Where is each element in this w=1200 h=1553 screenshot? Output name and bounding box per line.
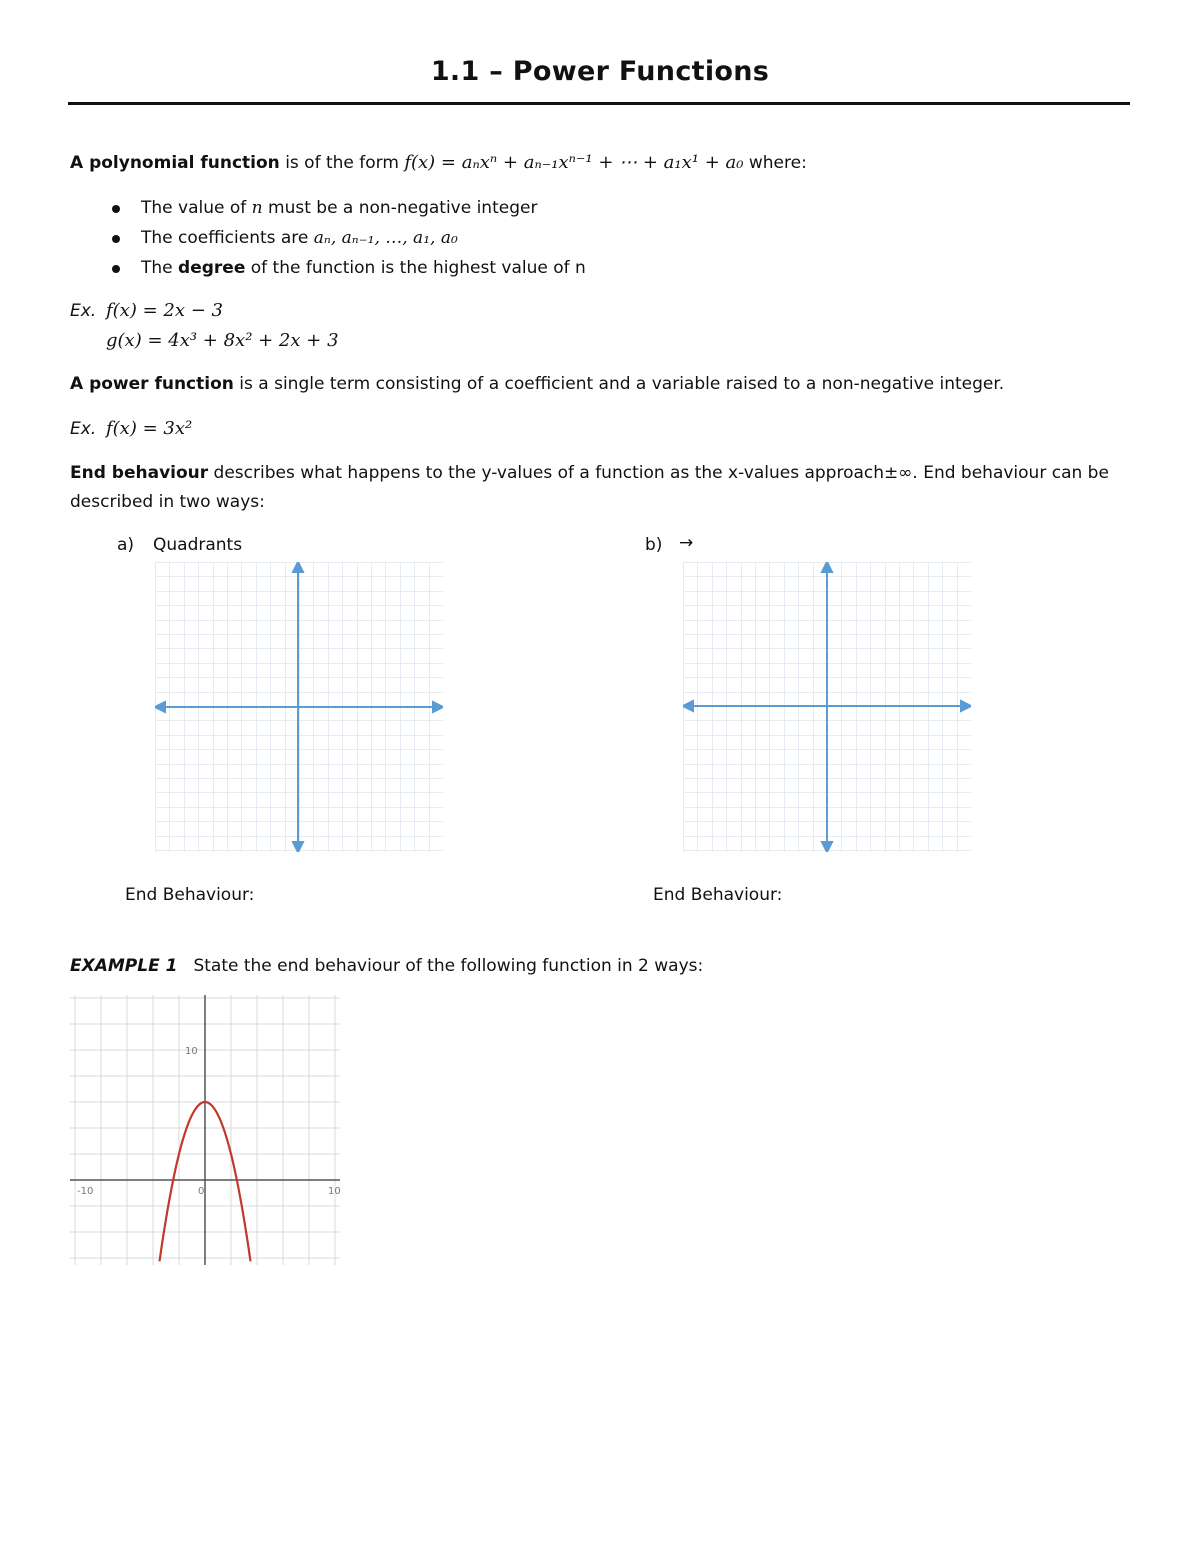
title-divider bbox=[68, 102, 1130, 105]
x-axis-left-arrow bbox=[683, 701, 693, 711]
x-tick-label: 0 bbox=[198, 1186, 205, 1197]
polynomial-lead-text: is of the form bbox=[279, 153, 405, 173]
end-behaviour-definition bbox=[70, 463, 1109, 483]
bullet-marker bbox=[112, 205, 120, 213]
example-g: g(x) = 4x³ + 8x² + 2x + 3 bbox=[106, 330, 339, 351]
y-axis-up-arrow bbox=[293, 562, 303, 572]
bullet-item-degree bbox=[141, 258, 586, 278]
bullet-marker bbox=[112, 265, 120, 273]
degree-term: degree bbox=[178, 258, 246, 278]
x-axis-left-arrow bbox=[155, 702, 165, 712]
quadrant-grid-a bbox=[155, 562, 443, 852]
polynomial-formula: f(x) = aₙxⁿ + aₙ₋₁xⁿ⁻¹ + ⋯ + a₁x¹ + a₀ bbox=[404, 152, 744, 173]
x-tick-label: 10 bbox=[328, 1186, 340, 1197]
bullet3-pre: The bbox=[141, 258, 179, 278]
bullet1-post: must be a non-negative integer bbox=[262, 198, 538, 218]
quadrant-grid-b-svg bbox=[683, 562, 971, 852]
bullet2-pre: The coefficients are bbox=[141, 228, 314, 248]
power-example: f(x) = 3x² bbox=[106, 418, 193, 439]
polynomial-term: A polynomial function bbox=[70, 153, 280, 173]
example1-graph bbox=[70, 995, 340, 1270]
example-label: Ex. bbox=[70, 301, 97, 321]
example1-heading bbox=[70, 956, 703, 976]
x-axis-right-arrow bbox=[433, 702, 443, 712]
end-behaviour-term: End behaviour bbox=[70, 463, 209, 483]
quadrant-grid-a-svg bbox=[155, 562, 443, 852]
end-behaviour-answer-a: End Behaviour: bbox=[125, 885, 255, 905]
example-f: f(x) = 2x − 3 bbox=[106, 300, 223, 321]
option-a-text: Quadrants bbox=[153, 535, 243, 555]
example1-label: EXAMPLE 1 bbox=[70, 956, 178, 976]
bullet1-pre: The value of bbox=[141, 198, 252, 218]
bullet-marker bbox=[112, 235, 120, 243]
y-tick-label: 10 bbox=[185, 1046, 198, 1057]
power-function-term: A power function bbox=[70, 374, 234, 394]
option-b-label: b) bbox=[645, 535, 663, 555]
x-axis-right-arrow bbox=[961, 701, 971, 711]
end-behaviour-line2: described in two ways: bbox=[70, 492, 265, 512]
page-title: 1.1 – Power Functions bbox=[430, 56, 770, 87]
polynomial-definition bbox=[70, 152, 807, 173]
option-b-arrow: → bbox=[679, 533, 694, 553]
example1-graph-svg bbox=[70, 995, 340, 1265]
bullet3-post: of the function is the highest value of n bbox=[245, 258, 586, 278]
bullet-item-n bbox=[141, 198, 537, 218]
x-tick-label: -10 bbox=[77, 1186, 94, 1197]
quadrant-grid-b bbox=[683, 562, 971, 852]
power-function-rest: is a single term consisting of a coefficient and a variable raised to a non-negative integer. bbox=[233, 374, 1005, 394]
end-behaviour-answer-b: End Behaviour: bbox=[653, 885, 783, 905]
polynomial-tail: where: bbox=[743, 153, 807, 173]
bullet-item-coefficients bbox=[141, 228, 458, 248]
end-behaviour-line1: describes what happens to the y-values of a function as the x-values approach±∞. End behaviour can be bbox=[208, 463, 1109, 483]
option-a-label: a) bbox=[117, 535, 135, 555]
bullet2-math: aₙ, aₙ₋₁, …, a₁, a₀ bbox=[313, 228, 458, 248]
bullet1-var: n bbox=[251, 198, 263, 218]
power-function-definition bbox=[70, 374, 1004, 394]
y-axis-up-arrow bbox=[822, 562, 832, 572]
example1-text: State the end behaviour of the following function in 2 ways: bbox=[193, 956, 704, 976]
power-example-label: Ex. bbox=[70, 419, 97, 439]
